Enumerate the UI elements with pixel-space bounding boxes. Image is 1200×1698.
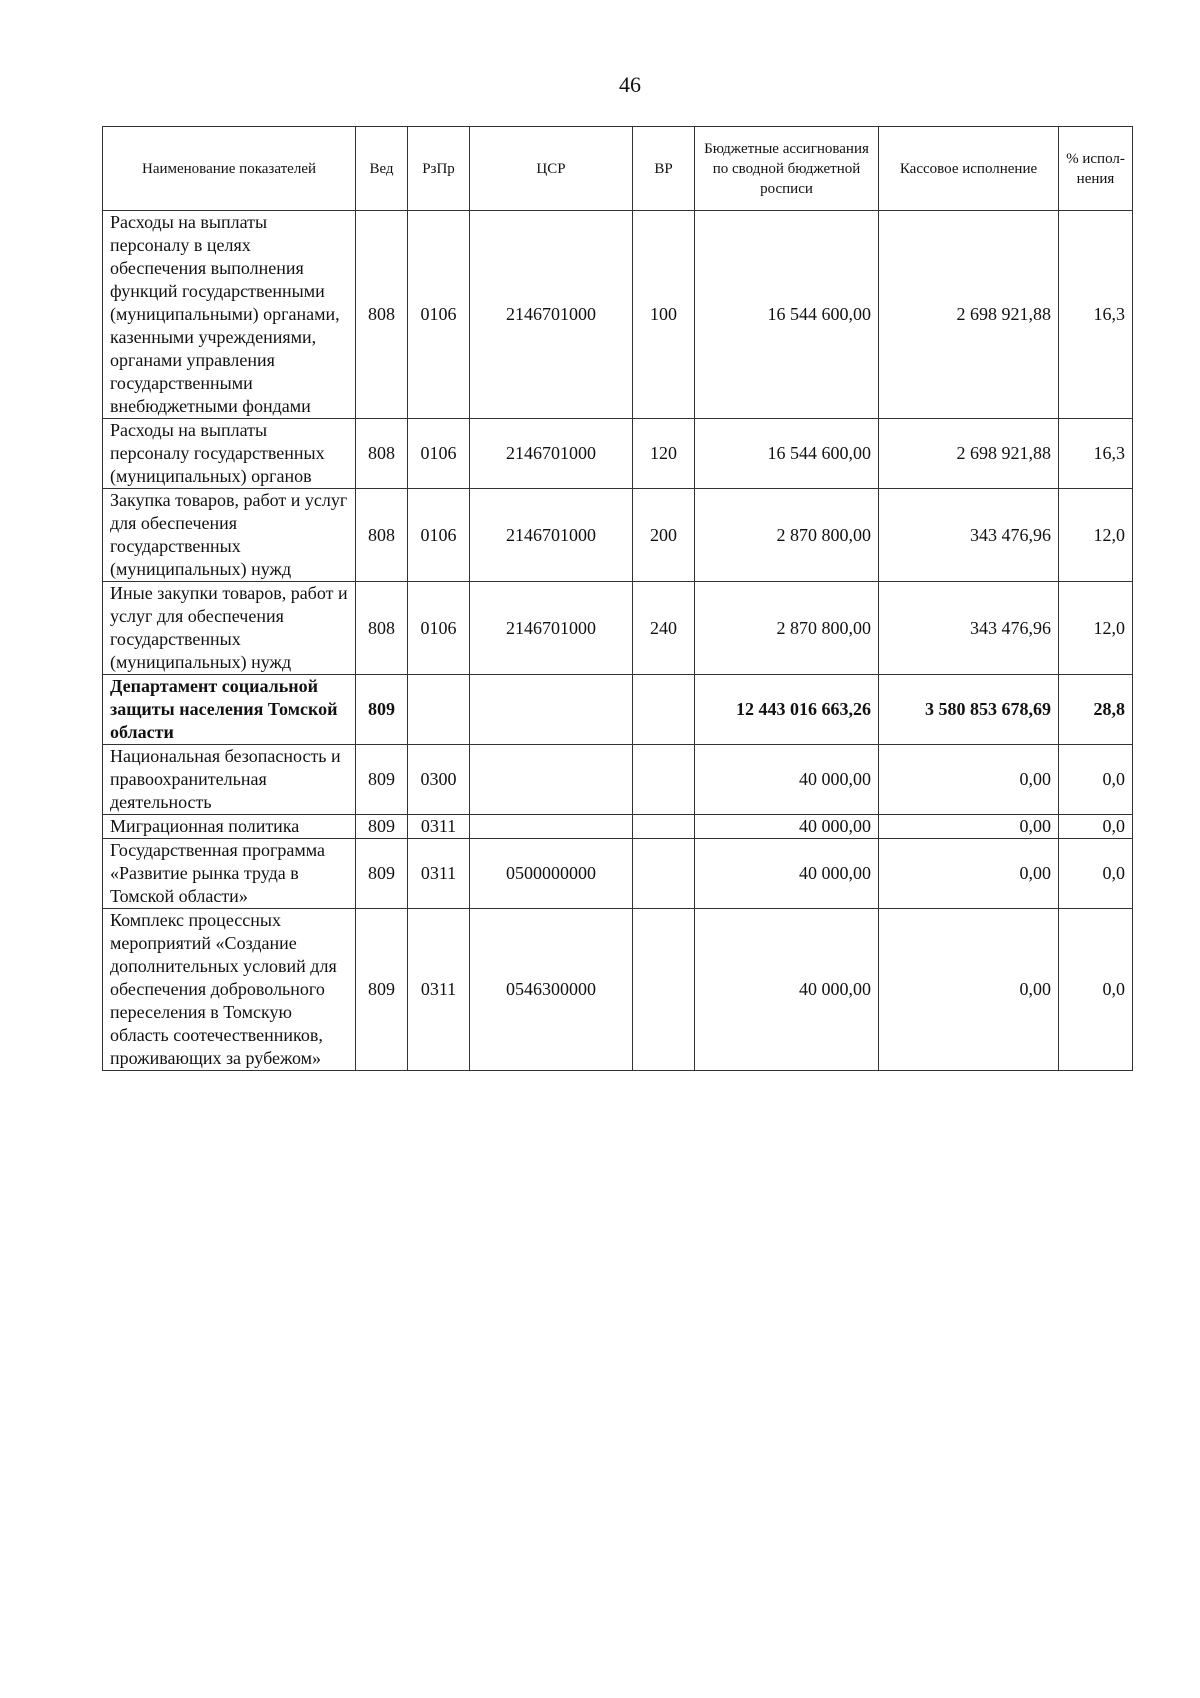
cell-ved: 808 [356, 211, 408, 419]
cell-budget: 2 870 800,00 [695, 582, 879, 675]
page-number: 46 [619, 72, 641, 97]
cell-rzpr: 0106 [408, 211, 470, 419]
cell-execution: 0,00 [879, 745, 1059, 815]
cell-rzpr [408, 675, 470, 745]
table-row [103, 211, 1133, 419]
header-budget: Бюджетные ассигнования по сводной бюджетной росписи [695, 127, 879, 211]
cell-execution: 2 698 921,88 [879, 419, 1059, 489]
cell-execution: 2 698 921,88 [879, 211, 1059, 419]
cell-name: Национальная безопасность и правоохранительная деятельность [103, 745, 356, 815]
cell-csr: 0546300000 [470, 909, 633, 1071]
cell-vr: 100 [633, 211, 695, 419]
cell-name: Расходы на выплаты персоналу в целях обеспечения выполнения функций государственными (муниципальными) органами, казенными учреждениями, органами управления государственными внебюджетными фондами [103, 211, 356, 419]
cell-name: Иные закупки товаров, работ и услуг для обеспечения государственных (муниципальных) нужд [103, 582, 356, 675]
cell-vr [633, 839, 695, 909]
cell-name: Закупка товаров, работ и услуг для обеспечения государственных (муниципальных) нужд [103, 489, 356, 582]
cell-ved: 809 [356, 909, 408, 1071]
cell-budget: 12 443 016 663,26 [695, 675, 879, 745]
cell-ved: 809 [356, 675, 408, 745]
table-body [103, 211, 1133, 1071]
cell-ved: 808 [356, 489, 408, 582]
table-row [103, 909, 1133, 1071]
table-row [103, 419, 1133, 489]
cell-percent: 16,3 [1059, 419, 1133, 489]
cell-budget: 16 544 600,00 [695, 211, 879, 419]
table-row [103, 489, 1133, 582]
budget-table [102, 126, 1133, 1071]
cell-vr: 200 [633, 489, 695, 582]
cell-execution: 0,00 [879, 909, 1059, 1071]
cell-percent: 0,0 [1059, 839, 1133, 909]
cell-budget: 16 544 600,00 [695, 419, 879, 489]
cell-vr: 120 [633, 419, 695, 489]
header-ved: Вед [356, 127, 408, 211]
cell-csr: 2146701000 [470, 489, 633, 582]
table-row [103, 745, 1133, 815]
cell-name: Расходы на выплаты персоналу государственных (муниципальных) органов [103, 419, 356, 489]
cell-execution: 3 580 853 678,69 [879, 675, 1059, 745]
cell-vr [633, 675, 695, 745]
cell-execution: 343 476,96 [879, 582, 1059, 675]
header-execution: Кассовое исполнение [879, 127, 1059, 211]
cell-execution: 0,00 [879, 839, 1059, 909]
table-row [103, 815, 1133, 839]
cell-name: Департамент социальной защиты населения Томской области [103, 675, 356, 745]
cell-ved: 809 [356, 839, 408, 909]
cell-budget: 2 870 800,00 [695, 489, 879, 582]
table-row [103, 582, 1133, 675]
header-vr: ВР [633, 127, 695, 211]
cell-execution: 343 476,96 [879, 489, 1059, 582]
cell-percent: 0,0 [1059, 745, 1133, 815]
cell-rzpr: 0300 [408, 745, 470, 815]
cell-rzpr: 0311 [408, 815, 470, 839]
cell-ved: 808 [356, 419, 408, 489]
cell-percent: 0,0 [1059, 815, 1133, 839]
cell-vr: 240 [633, 582, 695, 675]
cell-budget: 40 000,00 [695, 909, 879, 1071]
cell-name: Государственная программа «Развитие рынка труда в Томской области» [103, 839, 356, 909]
cell-csr: 0500000000 [470, 839, 633, 909]
table-row [103, 675, 1133, 745]
header-csr: ЦСР [470, 127, 633, 211]
cell-rzpr: 0311 [408, 909, 470, 1071]
cell-percent: 16,3 [1059, 211, 1133, 419]
cell-rzpr: 0106 [408, 489, 470, 582]
header-name: Наименование показателей [103, 127, 356, 211]
cell-percent: 12,0 [1059, 489, 1133, 582]
cell-ved: 809 [356, 745, 408, 815]
cell-percent: 28,8 [1059, 675, 1133, 745]
cell-percent: 12,0 [1059, 582, 1133, 675]
cell-csr [470, 675, 633, 745]
table-row [103, 839, 1133, 909]
cell-vr [633, 745, 695, 815]
cell-execution: 0,00 [879, 815, 1059, 839]
header-rzpr: РзПр [408, 127, 470, 211]
cell-name: Миграционная политика [103, 815, 356, 839]
cell-ved: 808 [356, 582, 408, 675]
cell-csr: 2146701000 [470, 211, 633, 419]
cell-rzpr: 0106 [408, 582, 470, 675]
cell-csr [470, 815, 633, 839]
cell-csr: 2146701000 [470, 582, 633, 675]
cell-vr [633, 815, 695, 839]
cell-vr [633, 909, 695, 1071]
header-percent: % испол-нения [1059, 127, 1133, 211]
cell-budget: 40 000,00 [695, 839, 879, 909]
cell-csr: 2146701000 [470, 419, 633, 489]
cell-percent: 0,0 [1059, 909, 1133, 1071]
cell-budget: 40 000,00 [695, 745, 879, 815]
cell-csr [470, 745, 633, 815]
cell-budget: 40 000,00 [695, 815, 879, 839]
cell-rzpr: 0106 [408, 419, 470, 489]
cell-name: Комплекс процессных мероприятий «Создание дополнительных условий для обеспечения добровольного переселения в Томскую область соотечественников, проживающих за рубежом» [103, 909, 356, 1071]
cell-ved: 809 [356, 815, 408, 839]
cell-rzpr: 0311 [408, 839, 470, 909]
table-header-row [103, 127, 1133, 211]
